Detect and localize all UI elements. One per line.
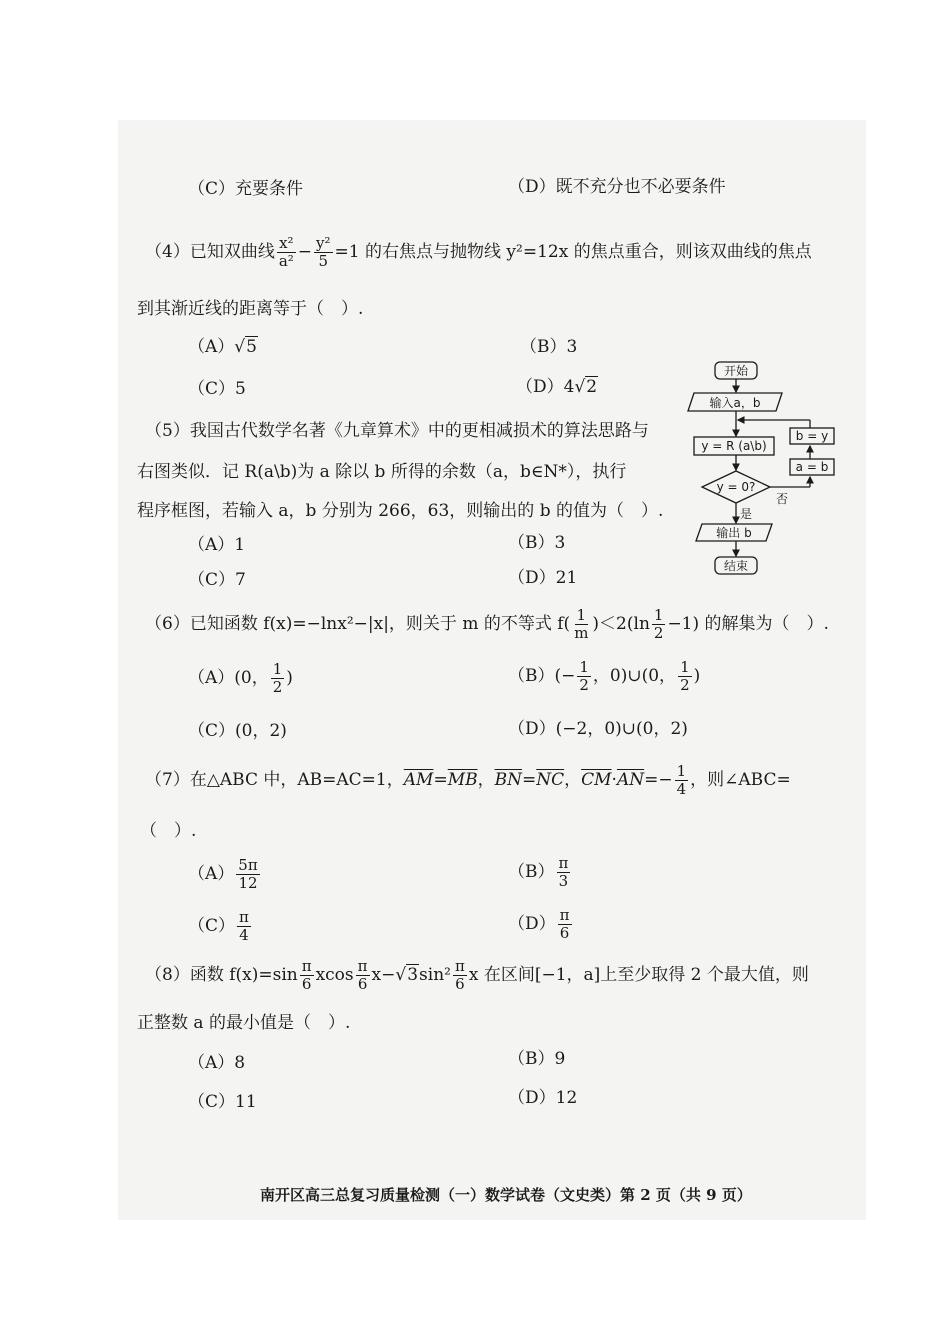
q7-dot: ·: [611, 770, 617, 790]
q5-option-a[interactable]: （A）1: [188, 535, 246, 555]
q7-option-d-num: π: [559, 906, 570, 924]
q5-stem-line1: （5）我国古代数学名著《九章算术》中的更相减损术的算法思路与: [145, 421, 649, 441]
q6-option-b-post: ): [693, 666, 701, 686]
q7-vector-mb: $\overline{MB}$: [447, 770, 478, 790]
q6-frac1-num: 1: [576, 606, 587, 624]
q7-option-b-num: π: [558, 854, 569, 872]
q4-option-c[interactable]: （C）5: [188, 379, 246, 399]
q7-option-a-label: （A）: [188, 864, 235, 884]
q7-vector-cm: $\overline{CM}$: [581, 770, 612, 790]
q7-option-b[interactable]: [508, 852, 572, 892]
q7-option-c-den: 4: [239, 926, 249, 944]
q6-option-b-den1: 2: [579, 676, 589, 694]
q6-option-c[interactable]: （C）(0，2): [188, 721, 287, 741]
q4-option-a-label: （A）: [188, 337, 235, 357]
flow-yes-label: 是: [740, 507, 753, 521]
q7-option-c[interactable]: [188, 906, 253, 946]
q8-mid1: xcos: [315, 965, 354, 985]
q8-frac1-den: 6: [301, 975, 312, 993]
q7-vector-am: $\overline{AM}$: [403, 770, 434, 790]
q8-option-b[interactable]: （B）9: [508, 1049, 566, 1069]
q6-frac1-den: m: [574, 624, 589, 642]
q8-option-c[interactable]: （C）11: [188, 1092, 257, 1112]
q7-option-b-label: （B）: [508, 862, 555, 882]
q7-stem-line2: （ ）.: [140, 821, 197, 841]
q6-option-b-den2: 2: [680, 676, 690, 694]
q7-vector-nc: $\overline{NC}$: [536, 770, 565, 790]
flowchart: [680, 360, 860, 585]
q6-option-a[interactable]: [188, 658, 293, 698]
q8-option-d[interactable]: （D）12: [508, 1088, 578, 1108]
q4-rest: =1 的右焦点与抛物线 y²=12x 的焦点重合，则该双曲线的焦点: [334, 242, 812, 262]
q8-frac1-num: π: [301, 957, 312, 975]
flow-no-label: 否: [776, 492, 789, 506]
q7-option-d-label: （D）: [508, 914, 556, 934]
q6-option-b-frac1: [577, 659, 591, 694]
q4-minus: −: [297, 242, 313, 262]
q4-frac1-den: a²: [278, 252, 294, 270]
q8-option-a[interactable]: （A）8: [188, 1053, 246, 1073]
q6-stem: [145, 604, 829, 644]
flow-start-label: 开始: [723, 364, 749, 378]
q4-fraction-x2-a2: [277, 235, 296, 270]
q4-prefix: （4）已知双曲线: [145, 242, 275, 262]
q8-sqrt3: 3: [407, 965, 419, 985]
q4-option-a-value: 5: [246, 337, 257, 357]
q7-prefix: （7）在△ABC 中，AB=AC=1，: [145, 770, 404, 790]
q8-stem-line1: （8）函数 f(x)=sin $\frac{\pi}{6}$ xcos $\frac{\pi}{6}$ x−√3sin² $\frac{\pi}{6}$ x 在区间[−1，a]上至少取得 2 个最大值，则: [145, 957, 809, 993]
q6-option-a-frac: [271, 661, 285, 696]
q6-option-a-den: 2: [272, 678, 283, 696]
q4-fraction-y2-5: [314, 235, 333, 270]
q7-sep1: ，: [477, 770, 495, 790]
q6-option-a-num: 1: [272, 660, 283, 678]
q6-option-b-pre: （B）(−: [508, 666, 576, 686]
q7-option-b-frac: [557, 855, 571, 890]
q8-prefix: （8）函数 f(x)=sin: [145, 965, 298, 985]
q7-frac-den: 4: [676, 780, 687, 798]
q6-option-a-post: ): [286, 668, 293, 688]
q6-fraction-1-2: [652, 607, 666, 642]
q7-sep2: ，: [564, 770, 582, 790]
q5-option-d[interactable]: （D）21: [508, 568, 578, 588]
flow-output-label: 输出 b: [716, 526, 752, 540]
q4-option-d[interactable]: （D）4√2: [516, 377, 598, 397]
q7-eq1: =: [433, 770, 448, 790]
q8-frac3-den: 6: [455, 975, 465, 993]
q4-option-a[interactable]: （A）√5: [188, 337, 257, 357]
q7-option-c-num: π: [239, 908, 249, 926]
q7-frac-num: 1: [676, 762, 687, 780]
q6-option-b[interactable]: [508, 656, 700, 696]
q7-option-c-label: （C）: [188, 916, 236, 936]
q8-frac2-den: 6: [357, 975, 368, 993]
q4-frac2-den: 5: [318, 252, 329, 270]
q6-frac2-den: 2: [653, 624, 664, 642]
q8-frac3-num: π: [454, 957, 465, 975]
q8-mid3: sin²: [419, 965, 451, 985]
q6-option-b-num1: 1: [579, 658, 589, 676]
q6-prefix: （6）已知函数 f(x)=−lnx²−|x|，则关于 m 的不等式 f(: [145, 614, 571, 634]
q5-option-c[interactable]: （C）7: [188, 570, 246, 590]
flow-end-label: 结束: [723, 559, 749, 573]
q7-option-d-den: 6: [559, 924, 570, 942]
q7-option-a-den: 12: [238, 874, 258, 892]
flow-assign-y-label: y = R (a\b): [701, 439, 767, 453]
q8-stem-line2: 正整数 a 的最小值是（ ）.: [137, 1013, 351, 1033]
q3-option-c[interactable]: （C）充要条件: [188, 179, 304, 199]
q8-frac2-num: π: [357, 957, 368, 975]
q7-vector-bn: $\overline{BN}$: [494, 770, 522, 790]
q6-option-a-pre: （A）(0，: [188, 668, 269, 688]
flow-assign-a-label: a = b: [795, 460, 829, 474]
q7-option-d-frac: [558, 907, 572, 942]
q8-suffix: x 在区间[−1，a]上至少取得 2 个最大值，则: [468, 965, 809, 985]
q4-stem-line2: 到其渐近线的距离等于（ ）.: [137, 299, 364, 319]
q7-eqneg: =−: [644, 770, 673, 790]
q4-frac1-num: x²: [279, 234, 294, 252]
q7-eq2: =: [521, 770, 537, 790]
q6-option-d[interactable]: （D）(−2，0)∪(0，2): [508, 719, 688, 739]
q3-option-d[interactable]: （D）既不充分也不必要条件: [508, 177, 726, 197]
q7-vector-an: $\overline{AN}$: [616, 770, 645, 790]
q8-fraction-3: [453, 958, 467, 993]
q8-fraction-2: [356, 958, 370, 993]
q7-suffix: ，则∠ABC=: [690, 770, 791, 790]
q7-option-c-frac: [237, 909, 251, 944]
flow-input-label: 输入a，b: [709, 396, 761, 410]
q7-stem-line1: [145, 760, 791, 800]
flow-condition-label: y = 0?: [716, 480, 756, 494]
q4-option-b[interactable]: （B）3: [520, 337, 578, 357]
q6-option-b-num2: 1: [680, 658, 690, 676]
page-footer: 南开区高三总复习质量检测（一）数学试卷（文史类）第 2 页（共 9 页）: [260, 1186, 752, 1204]
q7-option-a[interactable]: [188, 854, 262, 894]
flow-assign-b-label: b = y: [795, 429, 829, 443]
q7-fraction-1-4: [675, 763, 689, 798]
q7-option-a-num: 5π: [238, 856, 258, 874]
q7-option-d[interactable]: [508, 904, 574, 944]
q7-option-a-frac: [236, 857, 259, 892]
q6-suffix: −1) 的解集为（ ）.: [667, 614, 829, 634]
q4-frac2-num: y²: [316, 234, 331, 252]
q5-stem-line3: 程序框图，若输入 a，b 分别为 266，63，则输出的 b 的值为（ ）.: [137, 501, 664, 521]
q4-stem-line1: [145, 232, 812, 272]
q6-option-b-frac2: [678, 659, 692, 694]
q8-fraction-1: [300, 958, 314, 993]
q4-option-d-label: （D）4: [516, 377, 575, 397]
q6-fraction-1-m: [572, 607, 590, 642]
q5-stem-line2: 右图类似．记 R(a\b)为 a 除以 b 所得的余数（a，b∈N*），执行: [137, 462, 627, 482]
q8-mid2: x−: [371, 965, 396, 985]
q5-option-b[interactable]: （B）3: [508, 533, 566, 553]
q6-frac2-num: 1: [653, 606, 664, 624]
q6-mid: )＜2(ln: [592, 614, 650, 634]
q4-option-d-value: 2: [586, 377, 598, 397]
q7-option-b-den: 3: [558, 872, 569, 890]
q6-option-b-mid: ，0)∪(0，: [592, 666, 677, 686]
